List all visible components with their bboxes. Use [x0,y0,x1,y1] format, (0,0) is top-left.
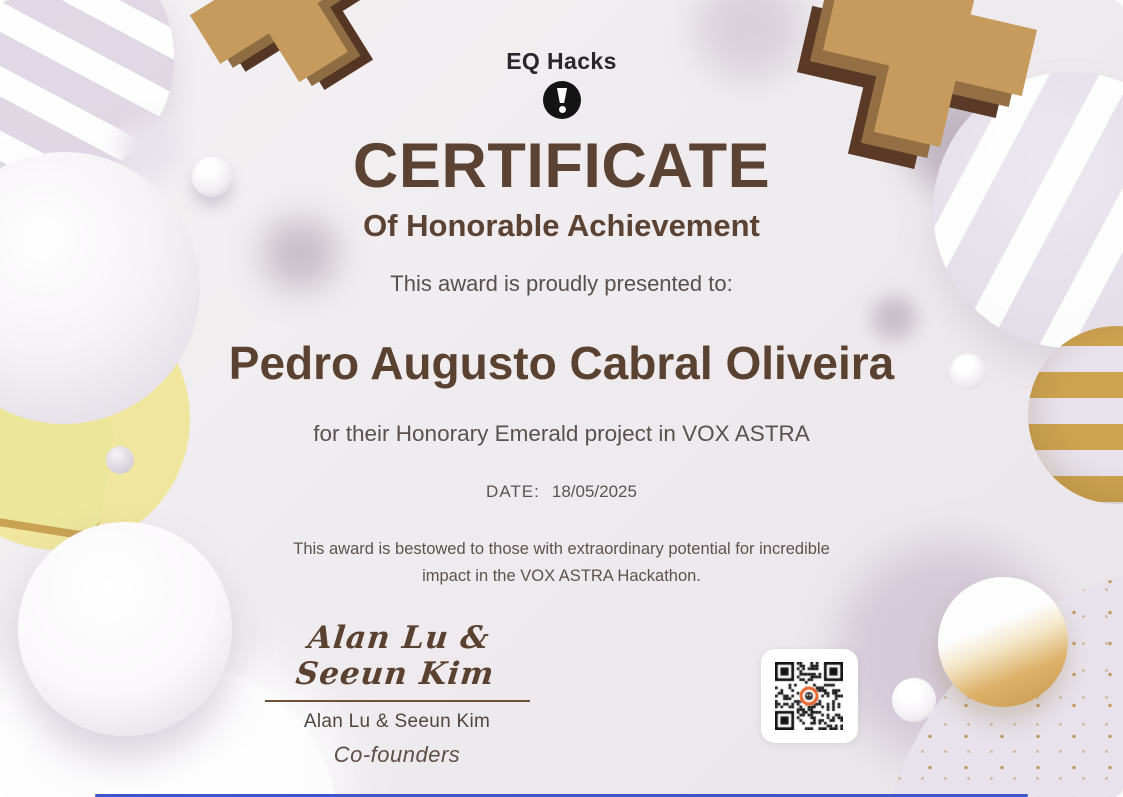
award-description-text: This award is bestowed to those with extraordinary potential for incredible impact in the VOX ASTRA Hackathon. [293,540,830,586]
award-reason: for their Honorary Emerald project in VOX ASTRA [313,421,810,446]
signature-name: Alan Lu & Seeun Kim [303,711,491,732]
date-value: 18/05/2025 [551,482,637,501]
certificate-subtitle: Of Honorable Achievement [363,208,760,243]
qr-code-canvas [775,662,843,730]
exclamation-dot [559,106,566,113]
qr-code [761,649,858,743]
exclamation-bar [556,88,568,103]
presented-line: This award is proudly presented to: [390,271,733,296]
exclamation-logo-icon [543,81,581,119]
date-row [0,482,1123,502]
signature-block [247,620,547,768]
signature-role: Co-founders [333,742,461,767]
recipient-name: Pedro Augusto Cabral Oliveira [228,337,895,389]
award-description [0,536,1123,590]
date-label: DATE: [486,482,540,501]
certificate-title: CERTIFICATE [352,131,771,201]
org-title: EQ Hacks [506,48,617,74]
signature-script: Alan Lu & Seeun Kim [294,620,497,692]
signature-line [265,700,530,702]
